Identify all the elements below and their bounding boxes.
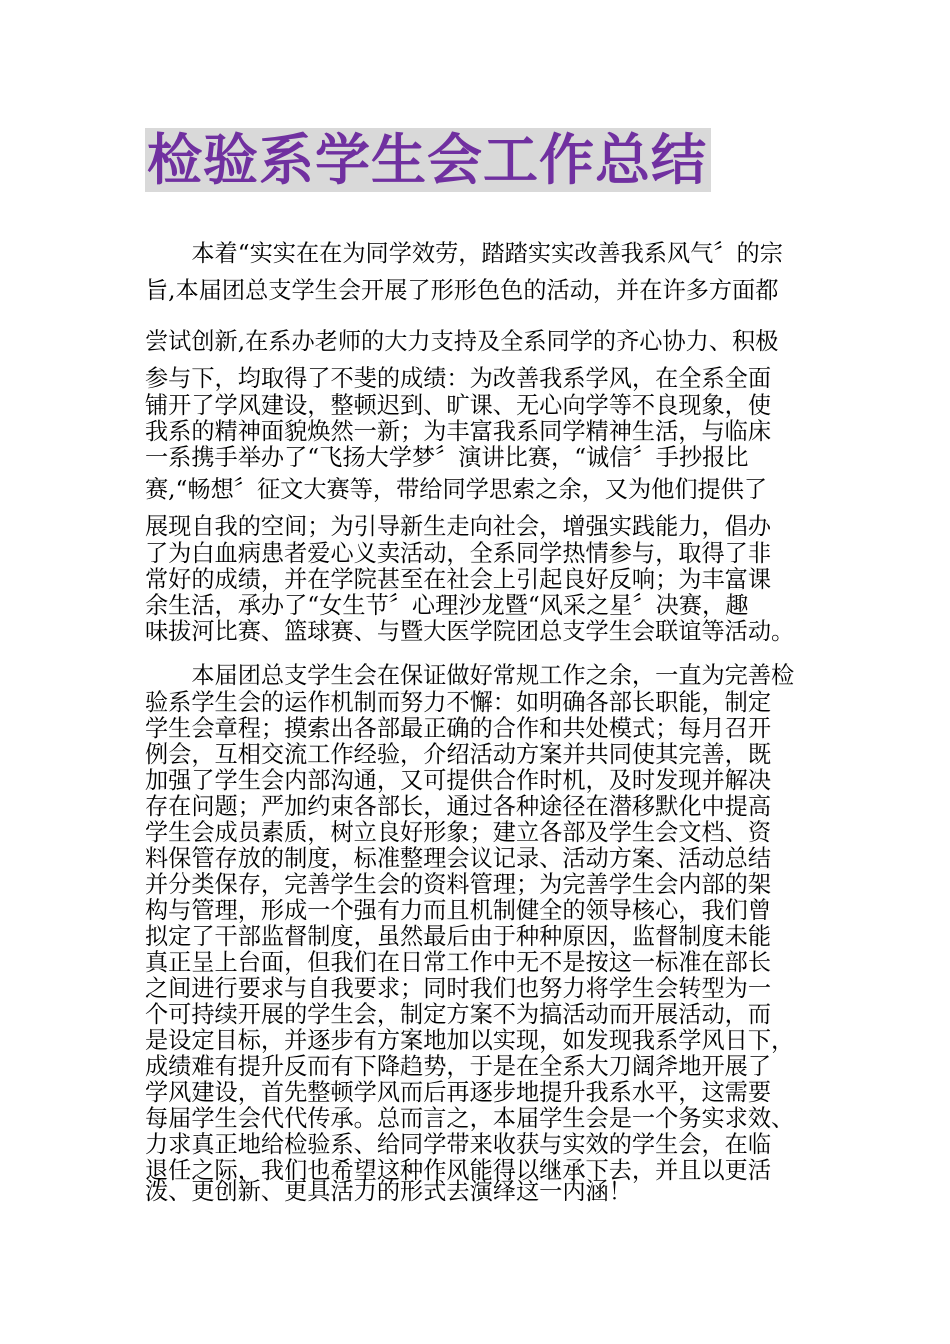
text-line: 了为白血病患者爱心义卖活动，全系同学热情参与，取得了非 [145, 540, 772, 567]
text-line: 本届团总支学生会在保证做好常规工作之余，一直为完善检 [145, 662, 795, 689]
text-line: 之间进行要求与自我要求；同时我们也努力将学生会转型为一 [145, 975, 772, 1002]
text-line: 存在问题；严加约束各部长，通过各种途径在潜移默化中提高 [145, 793, 772, 820]
text-line: 尝试创新,在系办老师的大力支持及全系同学的齐心协力、积极 [145, 328, 779, 355]
text-line: 我系的精神面貌焕然一新；为丰富我系同学精神生活，与临床 [145, 418, 772, 445]
document-title: 检验系学生会工作总结 [145, 128, 711, 192]
text-line: 加强了学生会内部沟通，又可提供合作时机，及时发现并解决 [145, 767, 772, 794]
text-line: 学风建设，首先整顿学风而后再逐步地提升我系水平，这需要 [145, 1079, 772, 1106]
text-line: 是设定目标，并逐步有方案地加以实现，如发现我系学风日下， [145, 1027, 795, 1054]
text-line: 本着“实实在在为同学效劳，踏踏实实改善我系风气〞的宗 [145, 240, 783, 267]
text-line: 真正呈上台面，但我们在日常工作中无不是按这一标准在部长 [145, 949, 772, 976]
text-line: 退任之际，我们也希望这种作风能得以继承下去，并且以更活 [145, 1157, 772, 1184]
text-line: 味拔河比赛、篮球赛、与暨大医学院团总支学生会联谊等活动。 [145, 618, 795, 645]
text-line: 常好的成绩，并在学院甚至在社会上引起良好反响；为丰富课 [145, 566, 772, 593]
text-line: 成绩难有提升反而有下降趋势，于是在全系大刀阔斧地开展了 [145, 1053, 772, 1080]
text-line: 拟定了干部监督制度，虽然最后由于种种原因，监督制度未能 [145, 923, 772, 950]
text-line: 参与下，均取得了不斐的成绩：为改善我系学风，在全系全面 [145, 365, 772, 392]
text-line: 铺开了学风建设，整顿迟到、旷课、无心向学等不良现象，使 [145, 392, 772, 419]
text-line: 例会，互相交流工作经验，介绍活动方案并共同使其完善，既 [145, 741, 772, 768]
text-line: 个可持续开展的学生会，制定方案不为搞活动而开展活动，而 [145, 1001, 772, 1028]
text-line: 旨,本届团总支学生会开展了形形色色的活动，并在许多方面都 [145, 277, 779, 304]
text-line: 余生活，承办了“女生节〞心理沙龙暨“风采之星〞决赛，趣 [145, 592, 749, 619]
text-line: 每届学生会代代传承。总而言之，本届学生会是一个务实求效、 [145, 1105, 795, 1132]
text-line: 赛,“畅想〞征文大赛等，带给同学思索之余，又为他们提供了 [145, 476, 768, 503]
text-line: 力求真正地给检验系、给同学带来收获与实效的学生会，在临 [145, 1131, 772, 1158]
text-line: 泼、更创新、更具活力的形式去演绎这一内涵！ [145, 1178, 632, 1205]
text-line: 一系携手举办了“飞扬大学梦〞演讲比赛，“诚信〞手抄报比 [145, 444, 749, 471]
text-line: 并分类保存，完善学生会的资料管理；为完善学生会内部的架 [145, 871, 772, 898]
text-line: 构与管理，形成一个强有力而且机制健全的领导核心，我们曾 [145, 897, 772, 924]
text-line: 料保管存放的制度，标准整理会议记录、活动方案、活动总结 [145, 845, 772, 872]
text-line: 展现自我的空间；为引导新生走向社会，增强实践能力，倡办 [145, 513, 772, 540]
text-line: 学生会成员素质，树立良好形象；建立各部及学生会文档、资 [145, 819, 772, 846]
text-line: 验系学生会的运作机制而努力不懈：如明确各部长职能，制定 [145, 689, 772, 716]
text-line: 学生会章程；摸索出各部最正确的合作和共处模式；每月召开 [145, 715, 772, 742]
